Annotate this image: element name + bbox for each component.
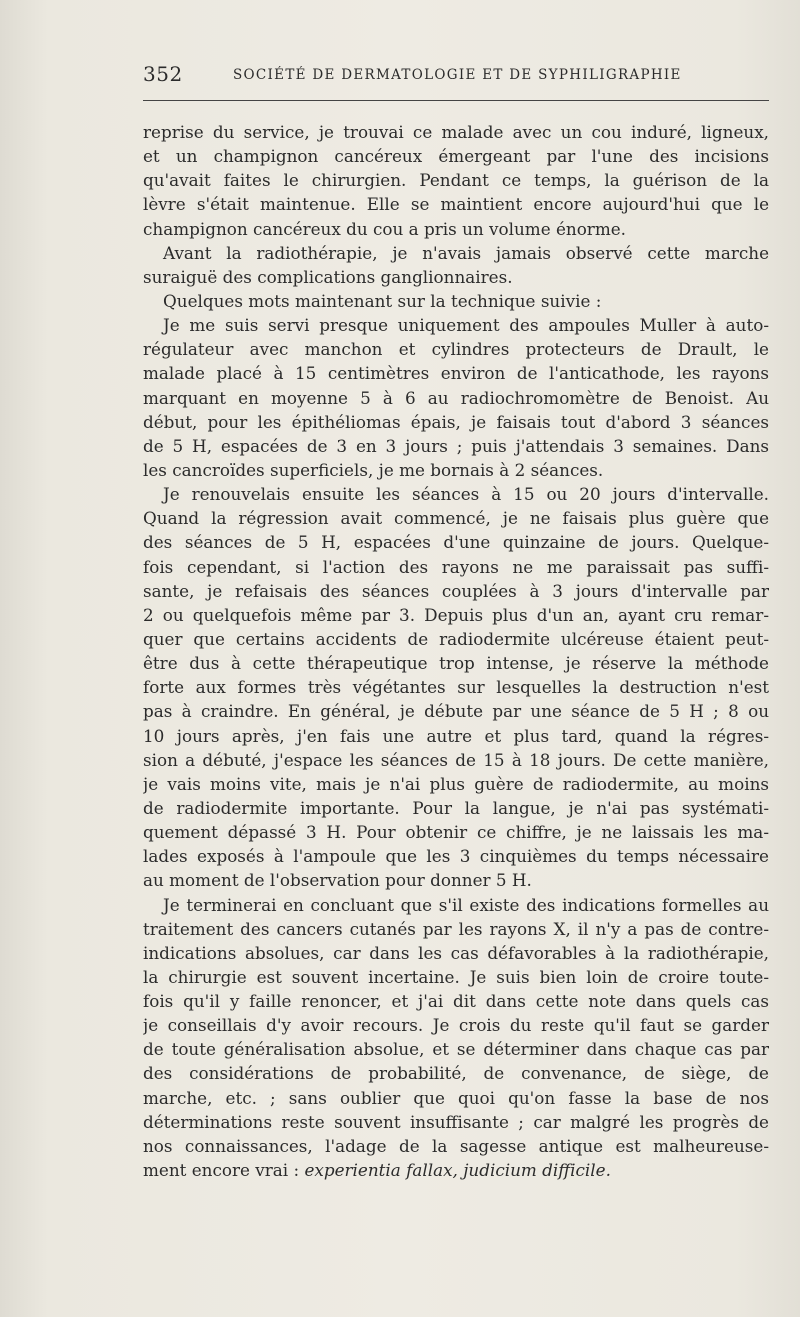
text-line: nos connaissances, l'adage de la sagesse antique est malheureuse- xyxy=(143,1135,769,1156)
text-line: champignon cancéreux du cou a pris un volume énorme. xyxy=(143,218,627,239)
text-line: Je me suis servi presque uniquement des ampoules Muller à auto- xyxy=(163,315,769,336)
text-line: lades exposés à l'ampoule que les 3 cinquièmes du temps nécessaire xyxy=(143,846,769,867)
text-line: régulateur avec manchon et cylindres protecteurs de Drault, le xyxy=(143,339,769,360)
text-line: début, pour les épithéliomas épais, je faisais tout d'abord 3 séances xyxy=(143,411,769,432)
text-line: sante, je refaisais des séances couplées à 3 jours d'intervalle par xyxy=(143,580,769,601)
text-line: indications absolues, car dans les cas défavorables à la radiothérapie, xyxy=(143,942,769,963)
text-line: marche, etc. ; sans oublier que quoi qu'on fasse la base de nos xyxy=(143,1087,769,1108)
text-line: être dus à cette thérapeutique trop intense, je réserve la méthode xyxy=(143,653,769,674)
text-line: lèvre s'était maintenue. Elle se maintient encore aujourd'hui que le xyxy=(143,194,769,215)
text-line: je vais moins vite, mais je n'ai plus guère de radiodermite, au moins xyxy=(143,773,769,794)
text-line: pas à craindre. En général, je débute par une séance de 5 H ; 8 ou xyxy=(143,701,769,722)
text-line: qu'avait faites le chirurgien. Pendant ce temps, la guérison de la xyxy=(143,170,769,191)
text-line: de 5 H, espacées de 3 en 3 jours ; puis j'attendais 3 semaines. Dans xyxy=(143,435,769,456)
running-head: SOCIÉTÉ DE DERMATOLOGIE ET DE SYPHILIGRAPHIE xyxy=(233,67,682,83)
text-line: la chirurgie est souvent incertaine. Je suis bien loin de croire toute- xyxy=(143,966,769,987)
text-line: sion a débuté, j'espace les séances de 15 à 18 jours. De cette manière, xyxy=(143,749,769,770)
text-line: Je renouvelais ensuite les séances à 15 ou 20 jours d'intervalle. xyxy=(163,484,769,505)
final-text-line xyxy=(143,1158,769,1182)
text-line: Je terminerai en concluant que s'il existe des indications formelles au xyxy=(163,894,769,915)
text-line: de radiodermite importante. Pour la langue, je n'ai pas systémati- xyxy=(143,797,769,818)
text-line: quement dépassé 3 H. Pour obtenir ce chiffre, je ne laissais les ma- xyxy=(143,822,769,843)
text-line: fois qu'il y faille renoncer, et j'ai dit dans cette note dans quels cas xyxy=(143,991,769,1012)
page-number: 352 xyxy=(143,62,183,86)
text-line: les cancroïdes superficiels, je me bornais à 2 séances. xyxy=(143,459,604,480)
text-line: de toute généralisation absolue, et se déterminer dans chaque cas par xyxy=(143,1039,769,1060)
text-line: 2 ou quelquefois même par 3. Depuis plus d'un an, ayant cru remar- xyxy=(143,604,769,625)
text-line: suraiguë des complications ganglionnaires. xyxy=(143,266,513,287)
header-rule xyxy=(143,100,769,101)
text-line: et un champignon cancéreux émergeant par l'une des incisions xyxy=(143,146,769,167)
text-line: quer que certains accidents de radiodermite ulcéreuse étaient peut- xyxy=(143,628,769,649)
text-line: traitement des cancers cutanés par les rayons X, il n'y a pas de contre- xyxy=(143,918,769,939)
latin-quote: experientia fallax, judicium difficile. xyxy=(304,1160,611,1181)
text-line: des séances de 5 H, espacées d'une quinzaine de jours. Quelque- xyxy=(143,532,769,553)
text-line: Quand la régression avait commencé, je ne faisais plus guère que xyxy=(143,508,769,529)
text-line: Avant la radiothérapie, je n'avais jamais observé cette marche xyxy=(163,242,769,263)
body-text xyxy=(143,120,769,1182)
text-line: forte aux formes très végétantes sur lesquelles la destruction n'est xyxy=(143,677,769,698)
text-line: 10 jours après, j'en fais une autre et plus tard, quand la régres- xyxy=(143,725,769,746)
text-line: je conseillais d'y avoir recours. Je crois du reste qu'il faut se garder xyxy=(143,1015,769,1036)
text-line: déterminations reste souvent insuffisante ; car malgré les progrès de xyxy=(143,1111,769,1132)
text-line: fois cependant, si l'action des rayons ne me paraissait pas suffi- xyxy=(143,556,769,577)
text-line: malade placé à 15 centimètres environ de l'anticathode, les rayons xyxy=(143,363,769,384)
text-line: Quelques mots maintenant sur la technique suivie : xyxy=(163,290,602,311)
text-line: des considérations de probabilité, de convenance, de siège, de xyxy=(143,1063,769,1084)
text-line: au moment de l'observation pour donner 5 H. xyxy=(143,870,532,891)
text-line: marquant en moyenne 5 à 6 au radiochromomètre de Benoist. Au xyxy=(143,387,769,408)
final-line-prefix: ment encore vrai : xyxy=(143,1160,305,1181)
text-line: reprise du service, je trouvai ce malade avec un cou induré, ligneux, xyxy=(143,122,769,142)
page-header xyxy=(143,62,769,92)
